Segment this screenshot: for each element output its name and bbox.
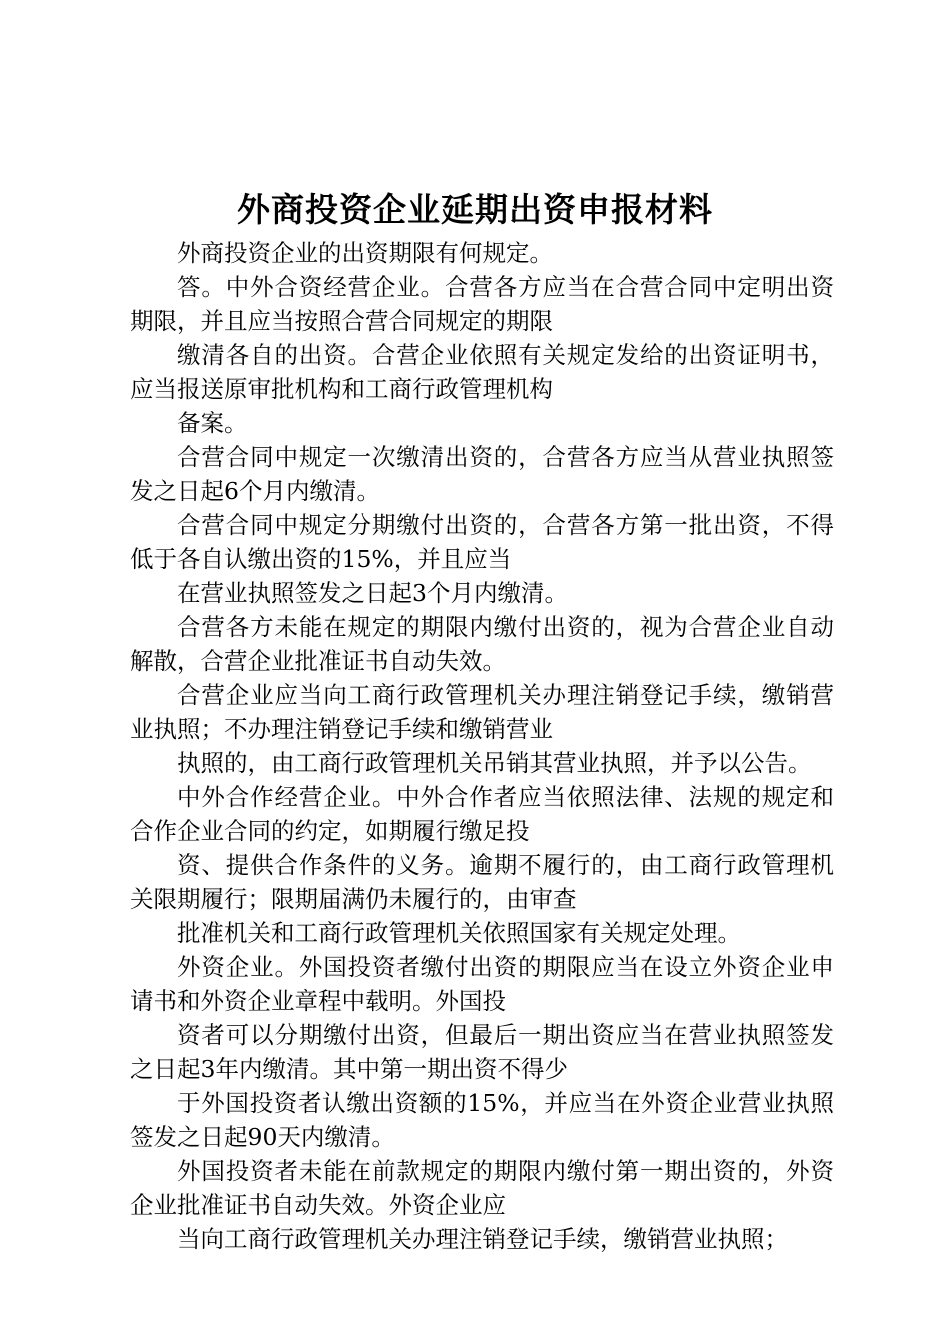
paragraph: 资者可以分期缴付出资，但最后一期出资应当在营业执照签发之日起3年内缴清。其中第一期出资不得少 [130,1021,834,1083]
paragraph: 于外国投资者认缴出资额的15%，并应当在外资企业营业执照签发之日起90天内缴清。 [130,1089,834,1151]
paragraph: 合营企业应当向工商行政管理机关办理注销登记手续，缴销营业执照；不办理注销登记手续和缴销营业 [130,681,834,743]
paragraph: 合营各方未能在规定的期限内缴付出资的，视为合营企业自动解散，合营企业批准证书自动失效。 [130,613,834,675]
paragraph: 执照的，由工商行政管理机关吊销其营业执照，并予以公告。 [177,749,812,777]
paragraph: 批准机关和工商行政管理机关依照国家有关规定处理。 [177,919,741,947]
paragraph: 外商投资企业的出资期限有何规定。 [177,239,553,267]
paragraph: 备案。 [177,409,248,437]
paragraph: 外国投资者未能在前款规定的期限内缴付第一期出资的，外资企业批准证书自动失效。外资企业应 [130,1157,834,1219]
paragraph: 答。中外合资经营企业。合营各方应当在合营合同中定明出资期限，并且应当按照合营合同规定的期限 [130,273,834,335]
paragraph: 资、提供合作条件的义务。逾期不履行的，由工商行政管理机关限期履行；限期届满仍未履行的，由审查 [130,851,834,913]
paragraph: 中外合作经营企业。中外合作者应当依照法律、法规的规定和合作企业合同的约定，如期履行缴足投 [130,783,834,845]
paragraph: 在营业执照签发之日起3个月内缴清。 [177,579,568,607]
paragraph: 合营合同中规定一次缴清出资的，合营各方应当从营业执照签发之日起6个月内缴清。 [130,443,834,505]
document-body [130,236,834,1256]
paragraph: 当向工商行政管理机关办理注销登记手续，缴销营业执照； [177,1225,788,1253]
paragraph: 缴清各自的出资。合营企业依照有关规定发给的出资证明书，应当报送原审批机构和工商行政管理机构 [130,341,834,403]
paragraph: 外资企业。外国投资者缴付出资的期限应当在设立外资企业申请书和外资企业章程中载明。外国投 [130,953,834,1015]
document-title: 外商投资企业延期出资申报材料 [237,190,713,229]
paragraph: 合营合同中规定分期缴付出资的，合营各方第一批出资，不得低于各自认缴出资的15%，并且应当 [130,511,834,573]
